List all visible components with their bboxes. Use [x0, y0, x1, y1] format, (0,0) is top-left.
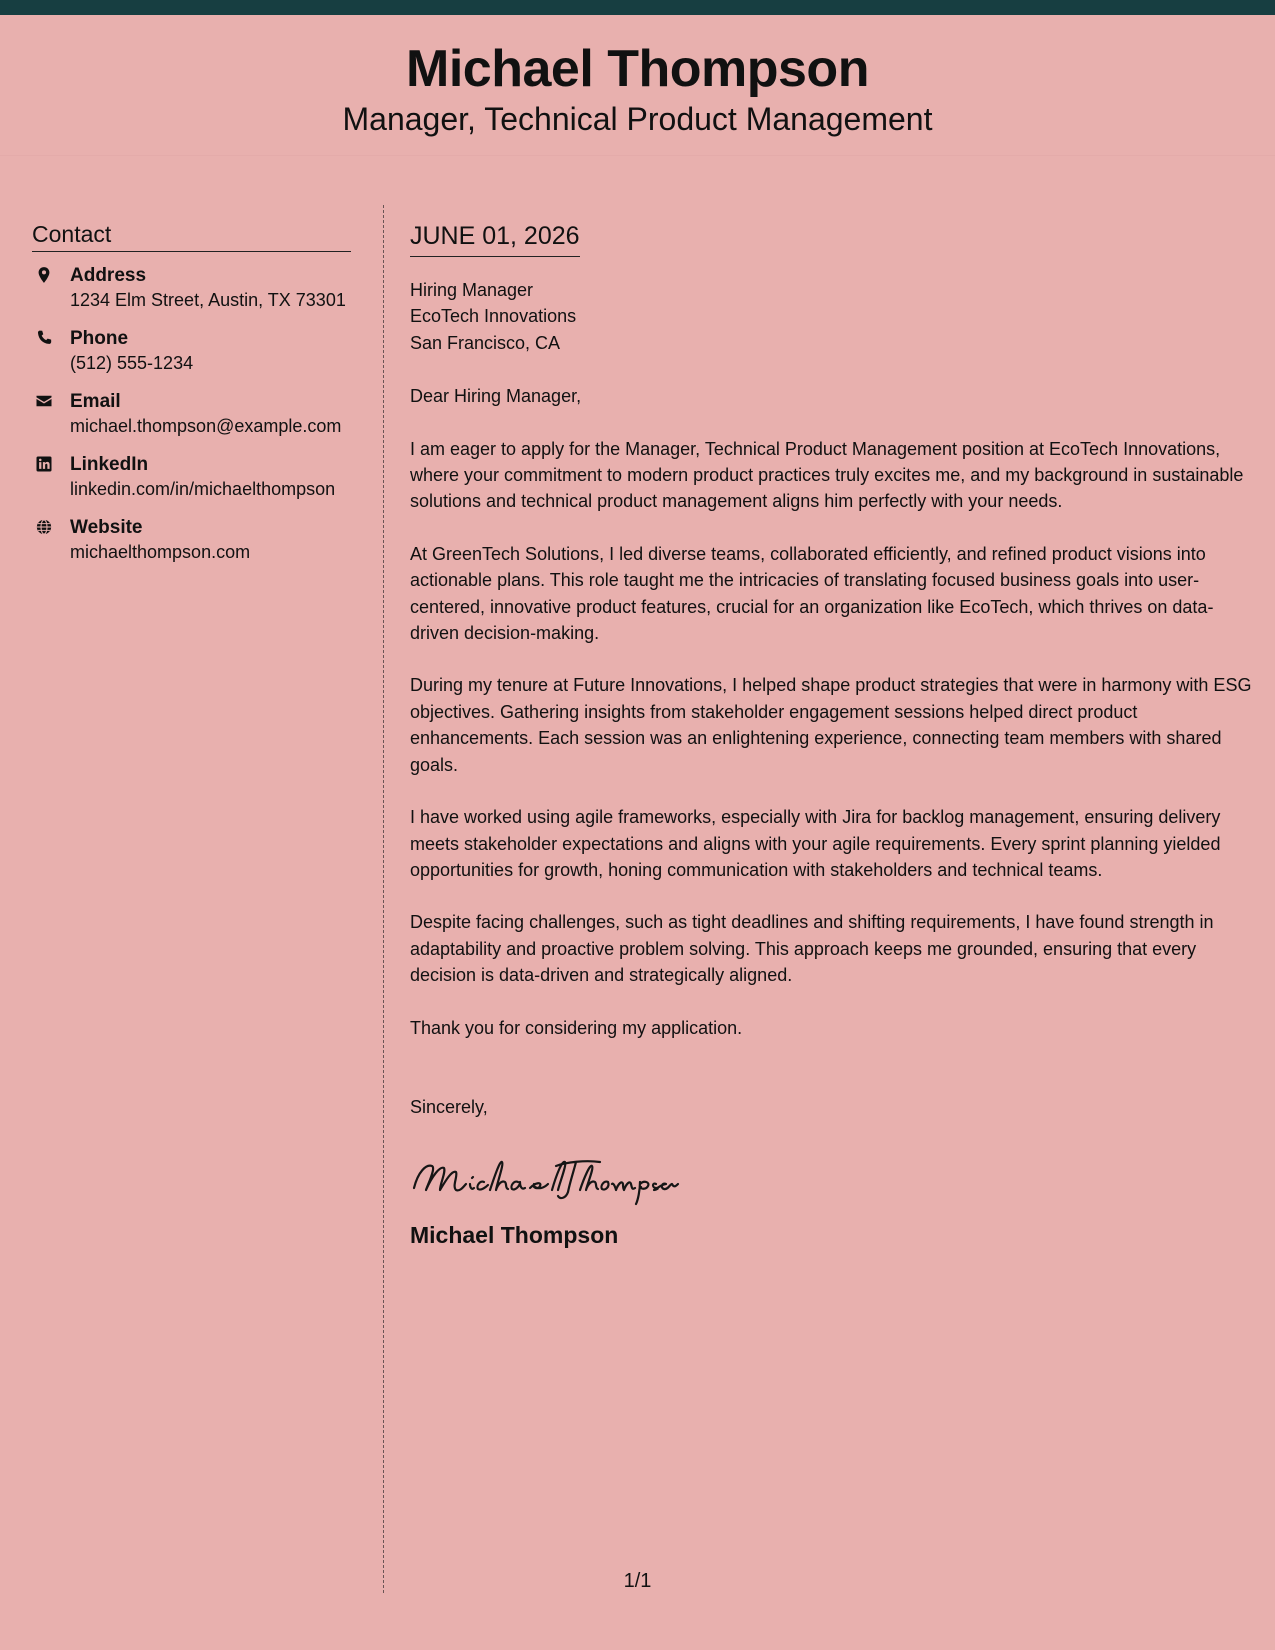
contact-value: michaelthompson.com [70, 542, 251, 562]
linkedin-icon [35, 455, 53, 473]
contact-label: LinkedIn [70, 454, 149, 475]
envelope-icon [35, 392, 53, 410]
header [0, 15, 1275, 156]
contact-linkedin [32, 453, 351, 501]
contact-label: Website [70, 517, 143, 538]
contact-sidebar [32, 220, 351, 579]
contact-heading: Contact [32, 220, 351, 252]
phone-icon [35, 329, 53, 347]
closing: Sincerely, [410, 1096, 488, 1117]
signer-name: Michael Thompson [410, 1222, 619, 1249]
letter-paragraph: Despite facing challenges, such as tight deadlines and shifting requirements, I have found strength in adaptability and proactive problem solving. This approach keeps me grounded, ensuring that every decision is data-driven and strategically aligned. [410, 912, 1214, 986]
letter-paragraph: At GreenTech Solutions, I led diverse teams, collaborated efficiently, and refined product visions into actionable plans. This role taught me the intricacies of translating focused business goals into user-centered, innovative product features, crucial for an organization like EcoTech, which thrives on data-driven decision-making. [410, 543, 1214, 644]
letter-paragraph: Thank you for considering my application. [410, 1017, 743, 1038]
map-pin-icon [35, 266, 53, 284]
contact-email [32, 390, 351, 438]
applicant-title: Manager, Technical Product Management [342, 101, 933, 137]
contact-label: Address [70, 265, 147, 286]
contact-value: (512) 555-1234 [70, 353, 194, 373]
letter-paragraph: During my tenure at Future Innovations, I helped shape product strategies that were in harmony with ESG objectives. Gathering insights from stakeholder engagement sessions helped direct product enhancements. Each session was an enlightening experience, connecting team members with shared goals. [410, 675, 1252, 775]
contact-website [32, 516, 351, 564]
column-divider [383, 205, 384, 1593]
signature-image [410, 1150, 680, 1210]
letter-body [410, 220, 1252, 1249]
letter-date: JUNE 01, 2026 [410, 220, 580, 257]
top-accent-bar [0, 0, 1275, 15]
salutation: Dear Hiring Manager, [410, 386, 582, 407]
contact-value: 1234 Elm Street, Austin, TX 73301 [70, 290, 346, 310]
letter-paragraph: I am eager to apply for the Manager, Technical Product Management position at EcoTech Innovations, where your commitment to modern product practices truly excites me, and my background in sustainable solutions and technical product management aligns him perfectly with your needs. [410, 438, 1244, 512]
contact-value: linkedin.com/in/michaelthompson [70, 479, 336, 499]
contact-phone [32, 327, 351, 375]
handwritten-signature [410, 1150, 1252, 1210]
contact-value: michael.thompson@example.com [70, 416, 342, 436]
page-number: 1/1 [623, 1570, 652, 1592]
recipient-line: Hiring Manager [410, 280, 534, 300]
contact-label: Phone [70, 328, 129, 349]
contact-label: Email [70, 391, 121, 412]
applicant-name: Michael Thompson [406, 40, 869, 98]
recipient-line: San Francisco, CA [410, 332, 561, 353]
globe-icon [35, 518, 53, 536]
recipient-line: EcoTech Innovations [410, 306, 577, 327]
letter-paragraph: I have worked using agile frameworks, especially with Jira for backlog management, ensuring delivery meets stakeholder expectations and aligns with your agile requirements. Every sprint planning yielded opportunities for growth, honing communication with stakeholders and technical teams. [410, 807, 1221, 880]
contact-address [32, 264, 351, 312]
recipient-block [410, 277, 1252, 356]
